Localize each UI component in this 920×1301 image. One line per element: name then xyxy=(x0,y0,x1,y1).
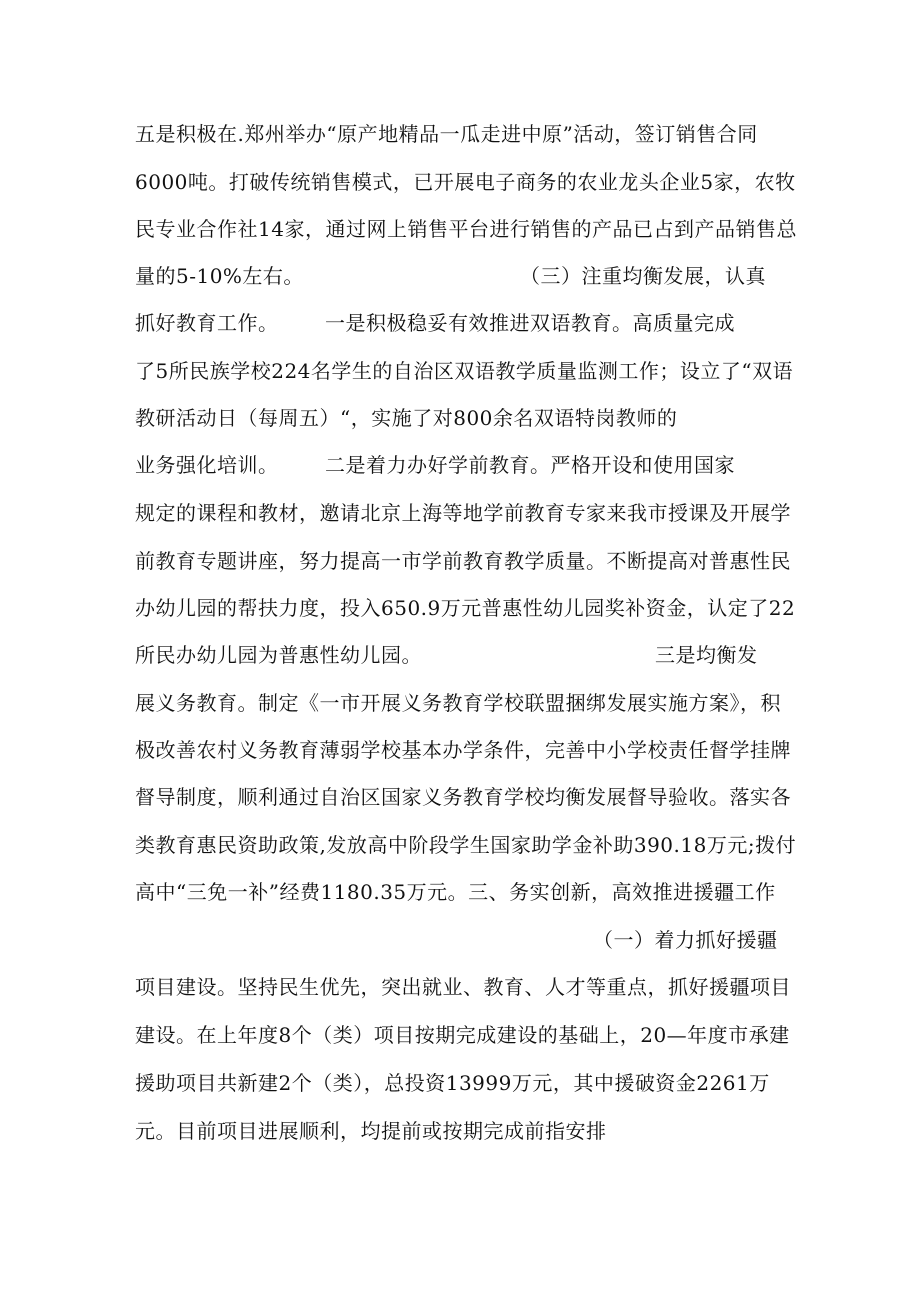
text-segment: 二是着力办好学前教育。严格开设和使用国家 xyxy=(325,453,735,477)
text-line: 办幼儿园的帮扶力度，投入650.9万元普惠性幼儿园奖补资金，认定了22 xyxy=(135,596,796,620)
text-line: 援助项目共新建2个（类），总投资13999万元，其中援破资金2261万 xyxy=(135,1071,770,1095)
text-line: 高中“三免一补”经费1180.35万元。三、务实创新，高效推进援疆工作 xyxy=(135,880,776,904)
section-heading-start: （三）注重均衡发展，认真 xyxy=(520,264,766,288)
text-line-pair xyxy=(135,445,775,485)
text-line: 前教育专题讲座，努力提高一市学前教育教学质量。不断提高对普惠性民 xyxy=(135,549,791,573)
text-line: 极改善农村义务教育薄弱学校基本办学条件，完善中小学校责任督学挂牌 xyxy=(135,738,791,762)
text-line: 规定的课程和教材，邀请北京上海等地学前教育专家来我市授课及开展学 xyxy=(135,501,791,525)
text-segment: 三是均衡发 xyxy=(655,643,758,667)
text-line: 项目建设。坚持民生优先，突出就业、教育、人才等重点，抓好援疆项目 xyxy=(135,975,791,999)
text-line: 建设。在上年度8个（类）项目按期完成建设的基础上，20—年度市承建 xyxy=(135,1023,790,1047)
text-segment: 量的5-10%左右。 xyxy=(135,264,304,288)
text-segment: 一是积极稳妥有效推进双语教育。高质量完成 xyxy=(325,311,735,335)
text-line: 督导制度，顺利通过自治区国家义务教育学校均衡发展督导验收。落实各 xyxy=(135,785,791,809)
text-segment: 业务强化培训。 xyxy=(135,453,279,477)
text-line: 类教育惠民资助政策,发放高中阶段学生国家助学金补助390.18万元;拨付 xyxy=(135,833,797,857)
text-line-pair xyxy=(135,303,775,343)
text-line: 展义务教育。制定《一市开展义务教育学校联盟捆绑发展实施方案》，积 xyxy=(135,691,781,715)
section-heading-start: （一）着力抓好援疆 xyxy=(593,928,778,952)
text-line: 6000吨。打破传统销售模式，已开展电子商务的农业龙头企业5家，农牧 xyxy=(135,170,796,194)
section-heading-end: 抓好教育工作。 xyxy=(135,311,279,335)
text-line: 元。目前项目进展顺利，均提前或按期完成前指安排 xyxy=(135,1119,607,1143)
text-line-pair xyxy=(135,256,775,296)
text-line: 民专业合作社14家，通过网上销售平台进行销售的产品已占到产品销售总 xyxy=(135,217,797,241)
text-line-pair xyxy=(135,635,775,675)
text-line: 教研活动日（每周五）“，实施了对800余名双语特岗教师的 xyxy=(135,406,678,430)
text-line: 五是积极在.郑州举办“原产地精品一瓜走进中原”活动，签订销售合同 xyxy=(135,122,758,146)
text-segment: 所民办幼儿园为普惠性幼儿园。 xyxy=(135,643,422,667)
text-line: 了5所民族学校224名学生的自治区双语教学质量监测工作；设立了“双语 xyxy=(135,359,794,383)
